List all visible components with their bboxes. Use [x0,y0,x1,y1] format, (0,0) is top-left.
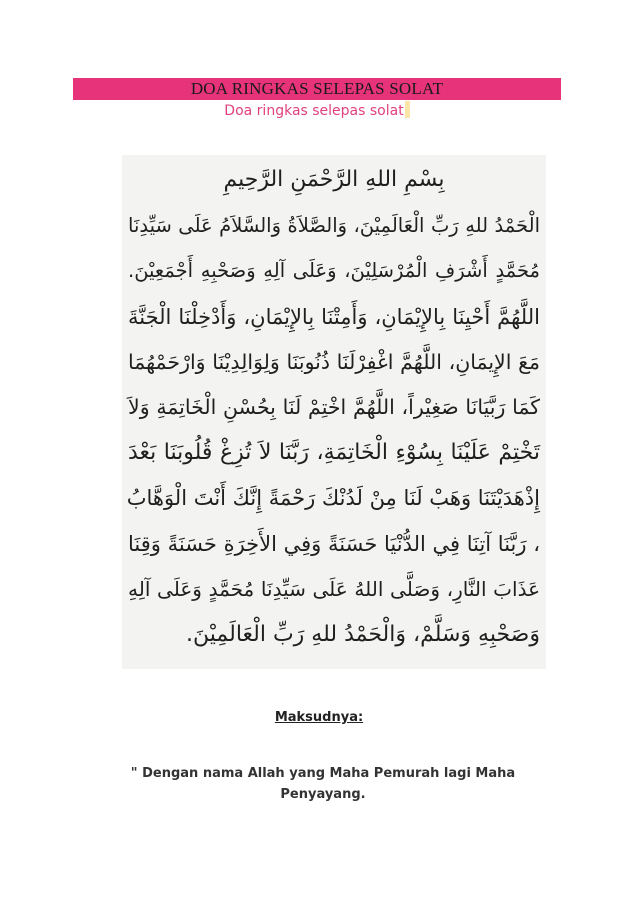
arabic-prayer-image [122,155,546,669]
arabic-line: اللَّهُمَّ أَحْيِنَا بِالإِيْمَانِ، وَأَمِتْنَا بِالإِيْمَانِ، وَأَدْخِلْنَا الْجَنَّةَ [128,305,540,329]
title-banner [73,78,561,100]
text-cursor-highlight [405,101,410,118]
arabic-line: إِذْهَدَيْتَنَا وَهَبْ لَنَا مِنْ لَدُنْكَ رَحْمَةً إِنَّكَ أَنْتَ الْوَهَّابُ [126,486,540,510]
arabic-line: عَذَابَ النَّارِ، وَصَلَّى اللهُ عَلَى سَيِّدِنَا مُحَمَّدٍ وَعَلَى آلِهِ [128,577,540,601]
translation-heading: Maksudnya: [274,710,364,725]
arabic-prayer-text [122,155,546,669]
arabic-line: كَمَا رَبَّيَانَا صَغِيْراً، اللَّهُمَّ اخْتِمْ لَنَا بِحُسْنِ الْخَاتِمَةِ وَلاَ [128,395,540,419]
arabic-line: تَخْتِمْ عَلَيْنَا بِسُوْءِ الْخَاتِمَةِ، رَبَّنَا لاَ تُزِغْ قُلُوبَنَا بَعْدَ [128,440,540,465]
arabic-line: مَعَ الإِيمَانِ، اللَّهُمَّ اغْفِرْلَنَا ذُنُوبَنَا وَلِوَالِدِيْنَا وَارْحَمْهُمَا [128,350,540,374]
arabic-line: وَصَحْبِهِ وَسَلَّمْ، وَالْحَمْدُ للهِ رَبِّ الْعَالَمِيْنَ. [186,622,540,647]
arabic-line: مُحَمَّدٍ أَشْرَفِ الْمُرْسَلِيْنَ، وَعَلَى آلِهِ وَصَحْبِهِ أَجْمَعِيْنَ. [128,259,540,282]
page-title: DOA RINGKAS SELEPAS SOLAT [190,79,444,98]
subtitle-line [73,101,561,121]
page-subtitle: Doa ringkas selepas solat [224,103,404,119]
arabic-line: ، رَبَّنَا آتِنَا فِي الدُّنْيَا حَسَنَةً وَفِي الأَخِرَةِ حَسَنَةً وَقِنَا [128,532,540,556]
arabic-line: بِسْمِ اللهِ الرَّحْمَنِ الرَّحِيمِ [223,167,445,192]
arabic-line: الْحَمْدُ للهِ رَبِّ الْعَالَمِيْنَ، وَالصَّلاَةُ وَالسَّلاَمُ عَلَى سَيِّدِنَا [128,214,540,237]
translation-text: " Dengan nama Allah yang Maha Pemurah lagi Maha Penyayang. [130,766,516,802]
